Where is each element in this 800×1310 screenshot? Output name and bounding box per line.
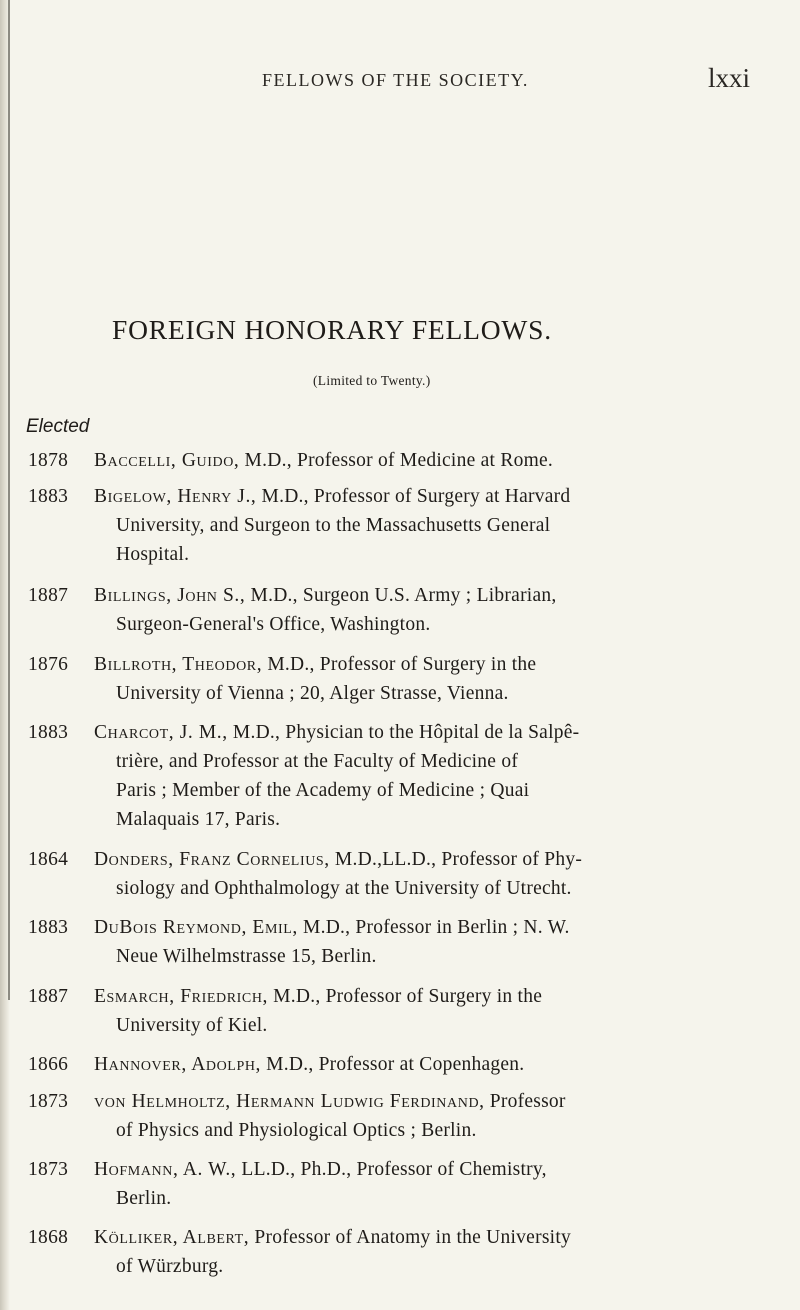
entry-year: 1876 — [28, 654, 69, 675]
list-item — [28, 1050, 758, 1079]
entry-year: 1878 — [28, 450, 69, 471]
entry-name: Billings, John S., — [94, 585, 246, 606]
entry-text — [94, 913, 734, 971]
entry-text — [94, 482, 734, 569]
entry-year: 1866 — [28, 1054, 69, 1075]
entry-continuation: Hospital. — [116, 544, 190, 565]
entry-continuation: University of Vienna ; 20, Alger Strasse, Vienna. — [116, 683, 509, 704]
entry-description: M.D., Professor of Surgery at Harvard — [256, 486, 571, 507]
entry-continuation: Malaquais 17, Paris. — [116, 809, 281, 830]
entry-text — [94, 1223, 734, 1281]
page-number: lxxi — [708, 63, 751, 93]
list-item — [28, 482, 758, 569]
entry-continuation: Paris ; Member of the Academy of Medicine ; Quai — [116, 780, 530, 801]
entry-name: von Helmholtz, Hermann Ludwig Ferdinand, — [94, 1091, 485, 1112]
entry-name: Kölliker, Albert, — [94, 1227, 250, 1248]
entry-text — [94, 982, 734, 1040]
list-item — [28, 1223, 758, 1281]
list-item — [28, 650, 758, 708]
entry-year: 1873 — [28, 1159, 69, 1180]
running-head: FELLOWS OF THE SOCIETY. — [262, 70, 529, 90]
entry-year: 1883 — [28, 722, 69, 743]
entry-continuation: Neue Wilhelmstrasse 15, Berlin. — [116, 946, 377, 967]
list-item — [28, 913, 758, 971]
entry-year: 1864 — [28, 849, 69, 870]
entry-text — [94, 446, 734, 475]
entry-name: Baccelli, Guido, — [94, 450, 240, 471]
entry-name: Billroth, Theodor, — [94, 654, 263, 675]
entry-description: LL.D., Ph.D., Professor of Chemistry, — [236, 1159, 547, 1180]
entry-continuation: Berlin. — [116, 1188, 172, 1209]
entry-text — [94, 581, 734, 639]
list-item — [28, 446, 758, 475]
entry-text — [94, 1155, 734, 1213]
list-item — [28, 1155, 758, 1213]
entry-description: M.D., Professor of Surgery in the — [268, 986, 543, 1007]
entry-year: 1887 — [28, 986, 69, 1007]
entry-text — [94, 845, 734, 903]
entry-continuation: University of Kiel. — [116, 1015, 268, 1036]
entry-year: 1868 — [28, 1227, 69, 1248]
entry-name: Bigelow, Henry J., — [94, 486, 257, 507]
entry-continuation: siology and Ophthalmology at the University of Utrecht. — [116, 878, 572, 899]
entry-year: 1887 — [28, 585, 69, 606]
entry-year: 1873 — [28, 1091, 69, 1112]
entry-description: Professor — [484, 1091, 566, 1112]
entry-continuation: trière, and Professor at the Faculty of Medicine of — [116, 751, 519, 772]
entry-name: Charcot, J. M., — [94, 722, 228, 743]
entry-continuation: Surgeon-General's Office, Washington. — [116, 614, 431, 635]
entry-continuation: of Physics and Physiological Optics ; Berlin. — [116, 1120, 477, 1141]
entry-description: M.D., Professor in Berlin ; N. W. — [297, 917, 570, 938]
entry-description: M.D., Professor at Copenhagen. — [261, 1054, 525, 1075]
entry-text — [94, 1087, 734, 1145]
list-item — [28, 1087, 758, 1145]
entry-description: M.D., Surgeon U.S. Army ; Librarian, — [245, 585, 557, 606]
list-item — [28, 581, 758, 639]
entry-description: M.D., Physician to the Hôpital de la Salpê- — [227, 722, 580, 743]
entry-description: M.D., Professor of Surgery in the — [262, 654, 537, 675]
elected-column-label: Elected — [26, 416, 90, 437]
list-item — [28, 718, 758, 834]
entry-name: Donders, Franz Cornelius, — [94, 849, 330, 870]
list-item — [28, 845, 758, 903]
entry-text — [94, 1050, 734, 1079]
section-title: FOREIGN HONORARY FELLOWS. — [112, 314, 552, 345]
entry-text — [94, 718, 734, 834]
entry-year: 1883 — [28, 486, 69, 507]
entry-description: M.D., Professor of Medicine at Rome. — [239, 450, 554, 471]
entry-name: Esmarch, Friedrich, — [94, 986, 269, 1007]
entry-continuation: University, and Surgeon to the Massachusetts General — [116, 515, 551, 536]
entry-description: Professor of Anatomy in the University — [249, 1227, 571, 1248]
entry-name: DuBois Reymond, Emil, — [94, 917, 298, 938]
entry-name: Hannover, Adolph, — [94, 1054, 262, 1075]
section-subtitle: (Limited to Twenty.) — [313, 373, 431, 388]
entry-name: Hofmann, A. W., — [94, 1159, 237, 1180]
entry-continuation: of Würzburg. — [116, 1256, 224, 1277]
entry-text — [94, 650, 734, 708]
entry-description: M.D.,LL.D., Professor of Phy- — [329, 849, 583, 870]
entry-year: 1883 — [28, 917, 69, 938]
list-item — [28, 982, 758, 1040]
